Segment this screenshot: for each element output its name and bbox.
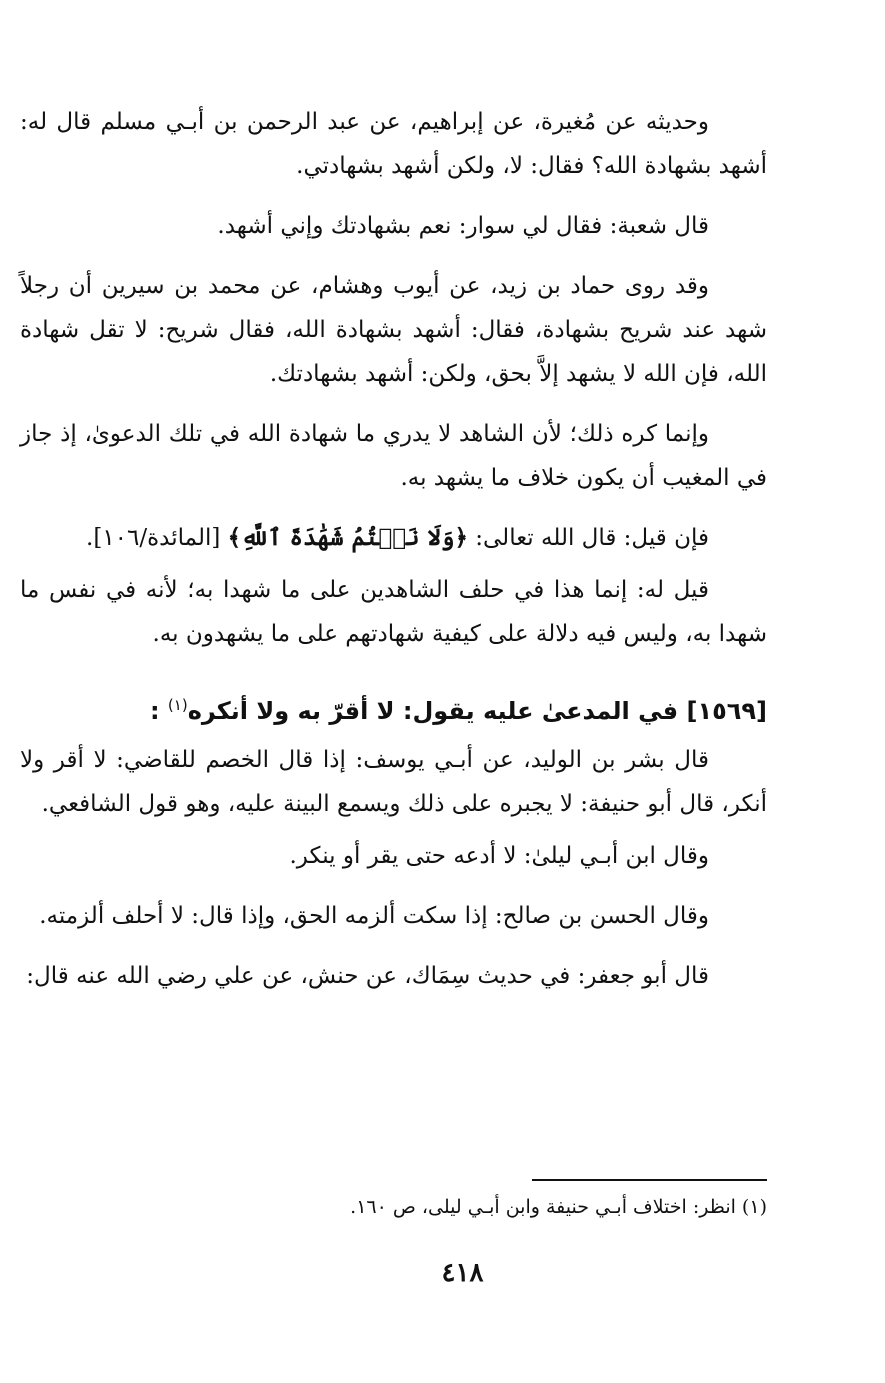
verse-prefix: فإن قيل: قال الله تعالى: [467, 525, 709, 551]
paragraph-6: وقال ابن أبـي ليلىٰ: لا أدعه حتى يقر أو ينكر. [289, 843, 709, 869]
section-heading [20, 682, 767, 734]
main-text [20, 100, 767, 998]
footnote: (١) انظر: اختلاف أبـي حنيفة وابن أبـي ليلى، ص ١٦٠. [350, 1196, 767, 1218]
footnote-divider [532, 1179, 767, 1181]
heading-colon: : [149, 697, 160, 725]
footnote-marker: (١) [167, 696, 188, 714]
paragraph-4: وإنما كره ذلك؛ لأن الشاهد لا يدري ما شهادة الله في تلك الدعوىٰ، إذ جاز في المغيب أن يكون خلاف ما يشهد به. [20, 421, 767, 491]
section-number: [١٥٦٩] [686, 697, 767, 725]
paragraph-2: قال شعبة: فقال لي سوار: نعم بشهادتك وإني أشهد. [217, 213, 709, 239]
paragraph-5: قال بشر بن الوليد، عن أبـي يوسف: إذا قال الخصم للقاضي: لا أقر ولا أنكر، قال أبو حنيفة: لا يجبره على ذلك ويسمع البينة عليه، وهو قول الشافعي. [20, 747, 767, 817]
paragraph-verse [20, 516, 767, 560]
quran-verse: ﴿وَلَا نَكۡتُمُ شَهَٰدَةَ ٱللَّهِ﴾ [227, 524, 468, 551]
paragraph-answer: قيل له: إنما هذا في حلف الشاهدين على ما شهدا به؛ لأنه في نفس ما شهدا به، وليس فيه دلالة على كيفية شهادتهم على ما يشهدون به. [20, 577, 767, 647]
paragraph-3: وقد روى حماد بن زيد، عن أيوب وهشام، عن محمد بن سيرين أن رجلاً شهد عند شريح بشهادة، فقال: أشهد بشهادة الله، فقال شريح: لا تقل شهادة الله، فإن الله لا يشهد إلاَّ بحق، ولكن: أشهد بشهادتك. [20, 273, 767, 387]
verse-reference: [المائدة/١٠٦]. [86, 525, 228, 551]
paragraph-8: قال أبو جعفر: في حديث سِمَاك، عن حنش، عن علي رضي الله عنه قال: [26, 963, 709, 989]
paragraph-7: وقال الحسن بن صالح: إذا سكت ألزمه الحق، وإذا قال: لا أحلف ألزمته. [39, 903, 709, 929]
section-title: في المدعىٰ عليه يقول: لا أقرّ به ولا أنكره [187, 697, 679, 725]
paragraph-1: وحديثه عن مُغيرة، عن إبراهيم، عن عبد الرحمن بن أبـي مسلم قال له: أشهد بشهادة الله؟ فقال: لا، ولكن أشهد بشهادتي. [20, 109, 767, 179]
page-number: ٤١٨ [441, 1258, 484, 1288]
